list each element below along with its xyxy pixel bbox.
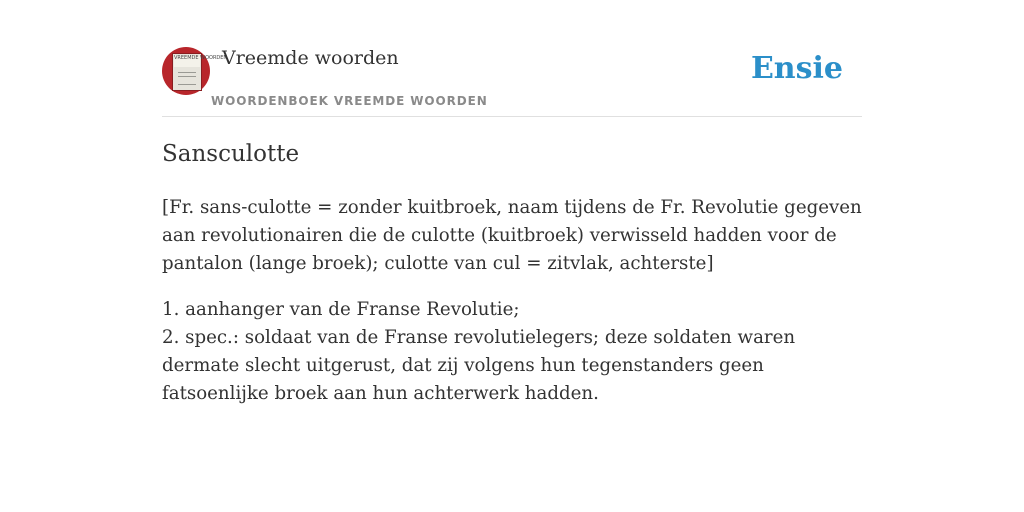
entry-definitions xyxy=(162,296,862,408)
book-text-line xyxy=(178,72,196,73)
definition-item: 1. aanhanger van de Franse Revolutie; xyxy=(162,299,520,320)
book-cover-title: VREEMDE WOORDEN xyxy=(174,55,200,67)
ensie-logo-link[interactable]: Ensie xyxy=(750,51,843,86)
entry-title: Sansculotte xyxy=(162,141,300,167)
dictionary-name-link[interactable]: Vreemde woorden xyxy=(222,47,399,69)
book-cover-icon xyxy=(172,53,228,91)
dictionary-header xyxy=(162,45,862,117)
entry-content xyxy=(162,138,862,408)
dictionary-avatar[interactable] xyxy=(162,47,228,95)
book-text-line xyxy=(178,76,196,77)
definition-item: 2. spec.: soldaat van de Franse revolutielegers; deze soldaten waren dermate slecht uitgerust, dat zij volgens hun tegenstanders geen fatsoenlijke broek aan hun achterwerk hadden. xyxy=(162,327,796,404)
dictionary-subtitle: WOORDENBOEK VREEMDE WOORDEN xyxy=(211,94,488,108)
entry-etymology: [Fr. sans-culotte = zonder kuitbroek, naam tijdens de Fr. Revolutie gegeven aan revolutionairen die de culotte (kuitbroek) verwisseld hadden voor de pantalon (lange broek); culotte van cul = zitvlak, achterste] xyxy=(162,197,862,274)
book-text-line xyxy=(178,84,196,85)
